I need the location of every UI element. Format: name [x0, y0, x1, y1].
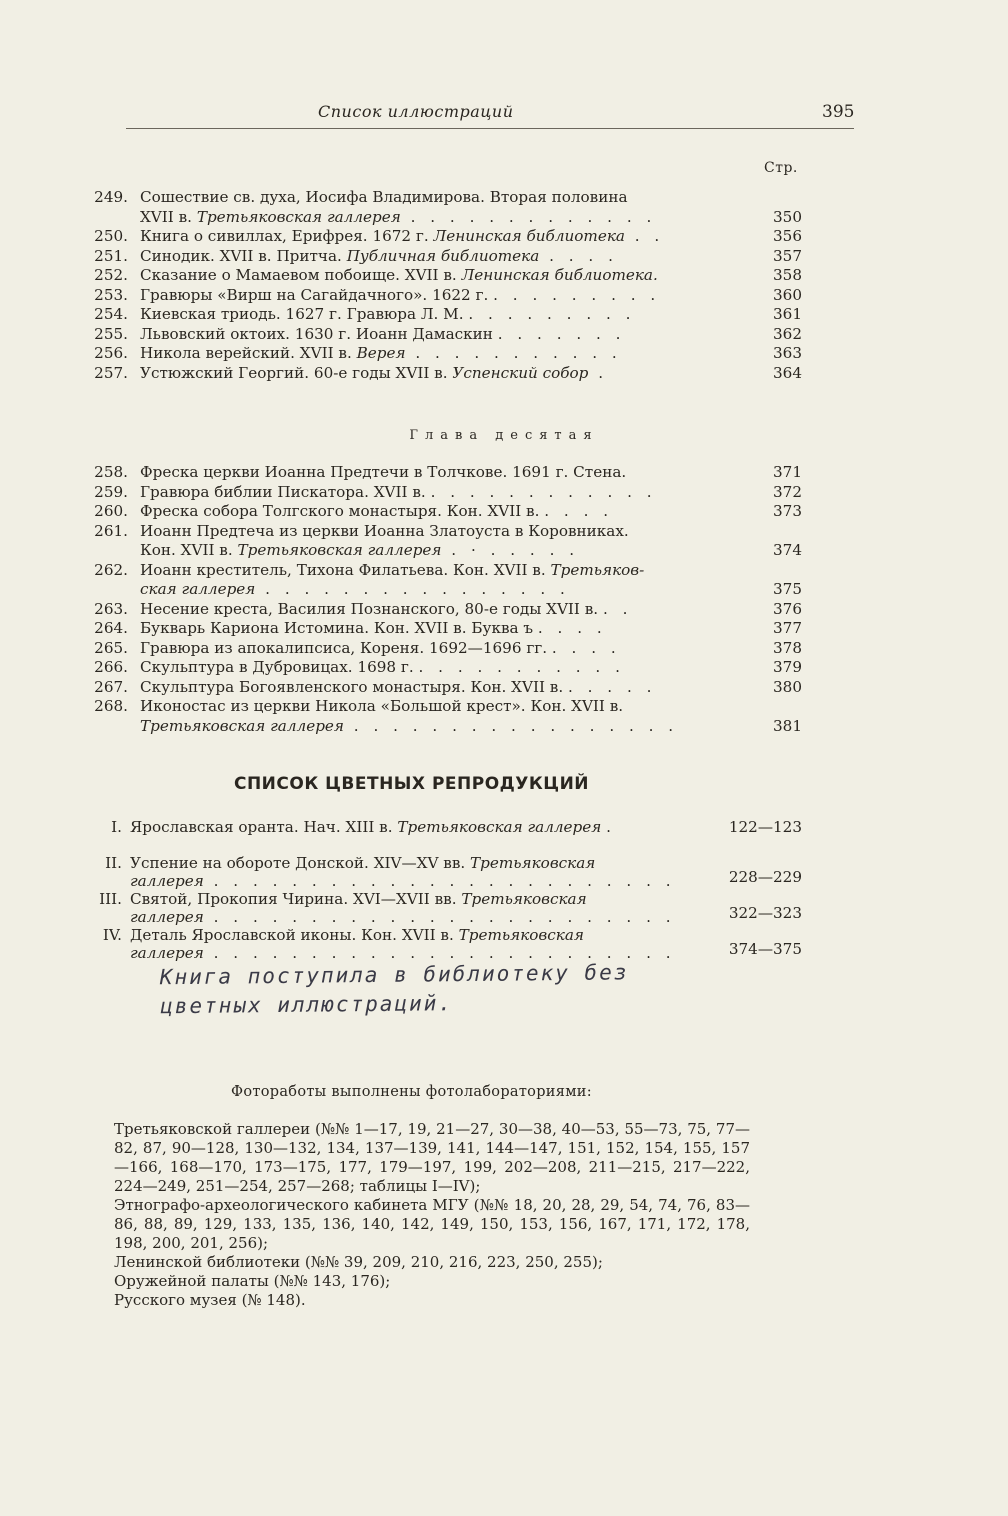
entry-location: Третьяковская галлерея	[196, 207, 401, 226]
illustration-list-a	[92, 188, 802, 383]
entry-page: 379	[773, 658, 802, 676]
entry-text: Несение креста, Василия Познанского, 80-е годы XVII в. . .	[140, 599, 633, 618]
entry-text: Гравюра библии Пискатора. XVII в. . . . . . . . . . . . .	[140, 482, 657, 501]
entry-text: XVII в. Третьяковская галлерея . . . . . . . . . . . . .	[140, 207, 657, 226]
entry-number: 252.	[94, 266, 128, 284]
entry-text: Устюжский Георгий. 60-е годы XVII в. Успенский собор .	[140, 363, 609, 382]
entry-page: 357	[773, 246, 802, 265]
entry-number: 249.	[94, 188, 128, 206]
dot-leader: . . . .	[544, 502, 614, 520]
entry-number: 255.	[94, 324, 128, 343]
entry-row	[92, 678, 802, 698]
photo-credit-paragraph: Оружейной палаты (№№ 143, 176);	[114, 1272, 391, 1290]
color-item-location: Третьяковская галлерея	[397, 818, 602, 836]
entry-row-continued	[92, 541, 802, 561]
dot-leader: . . . . . . . . .	[468, 305, 636, 323]
entry-row	[92, 483, 802, 503]
entry-number: 258.	[94, 463, 128, 481]
entry-text: Кон. XVII в. Третьяковская галлерея . · . . . . .	[140, 541, 580, 559]
dot-leader: .	[588, 363, 609, 382]
color-item-title: Деталь Ярославской иконы. Кон. XVII в. Третьяковская	[130, 926, 584, 944]
color-item	[92, 890, 802, 926]
dot-leader: . · . . . . .	[441, 541, 580, 559]
entry-row	[92, 286, 802, 306]
entry-page: 371	[773, 463, 802, 481]
running-header-title: Список иллюстраций	[318, 102, 514, 121]
entry-row	[92, 305, 802, 325]
color-item-pages: 374—375	[728, 940, 802, 958]
entry-page: 376	[773, 599, 802, 618]
photo-credit-paragraph: Этнографо-археологического кабинета МГУ (№№ 18, 20, 28, 29, 54, 74, 76, 83—86, 88, 89, 129, 133, 135, 136, 140, 142, 149, 150, 153, 156, 167, 171, 172, 178, 198, 200, 201, 256);	[114, 1196, 750, 1252]
color-item-location: галлерея	[130, 944, 204, 962]
entry-page: 372	[773, 482, 802, 501]
entry-number: 266.	[94, 658, 128, 676]
entry-page: 356	[773, 227, 802, 245]
entry-page: 378	[773, 638, 802, 657]
color-item-title: Святой, Прокопия Чирина. XVI—XVII вв. Третьяковская	[130, 890, 587, 908]
entry-row	[92, 344, 802, 364]
entry-text: Синодик. XVII в. Притча. Публичная библиотека . . . .	[140, 246, 618, 265]
entry-page: 375	[773, 580, 802, 598]
color-item-location: Третьяковская	[470, 854, 596, 872]
entry-location: Третьяковская галлерея	[237, 541, 442, 559]
entry-number: 267.	[94, 677, 128, 696]
color-item-title: Ярославская оранта. Нач. XIII в. Третьяковская галлерея .	[130, 818, 611, 836]
entry-location: Ленинская библиотека	[433, 227, 625, 245]
entry-number: 263.	[94, 599, 128, 618]
color-item-continued	[130, 872, 802, 890]
color-item-location: Третьяковская	[458, 926, 584, 944]
entry-location: Третьяковская галлерея	[140, 716, 344, 735]
chapter-heading: Глава десятая	[409, 428, 599, 443]
entry-row	[92, 463, 802, 483]
color-item-pages: 322—323	[728, 904, 802, 922]
color-item-location: Третьяковская	[461, 890, 587, 908]
entry-row	[92, 600, 802, 620]
entry-number: 260.	[94, 502, 128, 520]
entry-page: 350	[773, 207, 802, 226]
photo-credit-paragraph: Русского музея (№ 148).	[114, 1291, 306, 1309]
color-item	[92, 818, 802, 854]
entry-page: 361	[773, 305, 802, 323]
entry-row	[92, 266, 802, 286]
entry-row	[92, 502, 802, 522]
entry-number: 264.	[94, 619, 128, 637]
entry-text: Сошествие св. духа, Иосифа Владимирова. Вторая половина	[140, 188, 628, 206]
entry-row	[92, 658, 802, 678]
entry-page: 374	[773, 541, 802, 559]
entry-row	[92, 247, 802, 267]
color-item-number: III.	[99, 890, 122, 908]
entry-text: Никола верейский. XVII в. Верея . . . . . . . . . . .	[140, 344, 622, 362]
entry-location: Верея	[356, 344, 406, 362]
entry-row	[92, 364, 802, 384]
handwritten-note	[160, 957, 781, 1021]
entry-number: 250.	[94, 227, 128, 245]
entry-text: Фреска собора Толгского монастыря. Кон. XVII в. . . . .	[140, 502, 614, 520]
color-item-location: галлерея	[130, 872, 204, 890]
entry-text: Иоанн Предтеча из церкви Иоанна Златоуста в Коровниках.	[140, 521, 629, 540]
color-item-number: II.	[105, 854, 122, 872]
dot-leader: . . . . . . . . . . .	[418, 658, 625, 676]
entry-page: 380	[773, 677, 802, 696]
entry-text: Книга о сивиллах, Ерифрея. 1672 г. Ленинская библиотека . .	[140, 227, 665, 245]
dot-leader: . . . . . . .	[497, 324, 626, 343]
entry-number: 262.	[94, 560, 128, 579]
entry-number: 259.	[94, 482, 128, 501]
header-rule	[126, 128, 854, 129]
entry-number: 257.	[94, 363, 128, 382]
entry-page: 364	[773, 363, 802, 382]
entry-text: Гравюра из апокалипсиса, Кореня. 1692—1696 гг. . . . .	[140, 638, 621, 657]
entry-location: Публичная библиотека	[346, 246, 540, 265]
entry-row	[92, 561, 802, 581]
entry-page: 362	[773, 324, 802, 343]
entry-location: Успенский собор	[452, 363, 589, 382]
entry-row-continued	[92, 580, 802, 600]
entry-text: Гравюры «Вирш на Сагайдачного». 1622 г. . . . . . . . . .	[140, 285, 661, 304]
photo-credits-title: Фотоработы выполнены фотолабораториями:	[231, 1084, 592, 1100]
entry-page: 363	[773, 344, 802, 362]
entry-number: 261.	[94, 521, 128, 540]
color-item-number: I.	[111, 818, 122, 836]
entry-location: ская галлерея	[140, 580, 256, 598]
page-column-label: Стр.	[764, 160, 798, 176]
entry-text: Фреска церкви Иоанна Предтечи в Толчкове. 1691 г. Стена.	[140, 463, 627, 481]
handwritten-line: Книга поступила в библиотеку без	[159, 960, 629, 990]
color-item-pages: 122—123	[728, 818, 802, 836]
color-item-continued	[130, 908, 802, 926]
dot-leader: . . . . . . . . . . . . .	[400, 207, 657, 226]
dot-leader: . . . .	[537, 619, 607, 637]
color-item	[92, 854, 802, 890]
entry-number: 251.	[94, 246, 128, 265]
dot-leader: . . . . . . . . . . . . . . . .	[255, 580, 570, 598]
color-reproductions-list	[92, 818, 802, 962]
dot-leader: . .	[602, 599, 633, 618]
entry-row	[92, 188, 802, 208]
entry-number: 268.	[94, 697, 128, 715]
entry-number: 265.	[94, 638, 128, 657]
entry-text: Львовский октоих. 1630 г. Иоанн Дамаскин . . . . . . .	[140, 324, 626, 343]
entry-page: 377	[773, 619, 802, 637]
entry-row	[92, 619, 802, 639]
entry-row	[92, 227, 802, 247]
entry-row	[92, 522, 802, 542]
entry-number: 256.	[94, 344, 128, 362]
illustration-list-b	[92, 463, 802, 736]
entry-row	[92, 697, 802, 717]
dot-leader: . . . . . . . . . . . .	[430, 482, 657, 501]
photo-credit-paragraph: Ленинской библиотеки (№№ 39, 209, 210, 216, 223, 250, 255);	[114, 1253, 603, 1271]
entry-text: Сказание о Мамаевом побоище. XVII в. Ленинская библиотека.	[140, 266, 658, 284]
dot-leader: . . . . . . . . . . . . . . . . .	[343, 716, 679, 735]
entry-page: 373	[773, 502, 802, 520]
entry-row	[92, 325, 802, 345]
color-item-location: галлерея	[130, 908, 204, 926]
color-reproductions-title: СПИСОК ЦВЕТНЫХ РЕПРОДУКЦИЙ	[233, 774, 590, 794]
dot-leader: . . . . . . . . . . .	[405, 344, 622, 362]
color-item-pages: 228—229	[728, 868, 802, 886]
entry-text	[140, 580, 722, 600]
dot-leader: . . . .	[551, 638, 621, 657]
entry-text: Иоанн креститель, Тихона Филатьева. Кон. XVII в. Третьяков-	[140, 560, 645, 579]
entry-number: 254.	[94, 305, 128, 323]
dot-leader: . .	[624, 227, 665, 245]
entry-text: Иконостас из церкви Никола «Большой крест». Кон. XVII в.	[140, 697, 624, 715]
entry-row	[92, 639, 802, 659]
color-item-title: Успение на обороте Донской. XIV—XV вв. Третьяковская	[130, 854, 596, 872]
color-item	[92, 926, 802, 962]
photo-credit-paragraph: Третьяковской галлереи (№№ 1—17, 19, 21—27, 30—38, 40—53, 55—73, 75, 77—82, 87, 90—128, 130—132, 134, 137—139, 141, 144—147, 151, 152, 154, 155, 157—166, 168—170, 173—175, 177, 179—197, 199, 202—208, 211—215, 217—222, 224—249, 251—254, 257—268; таблицы I—IV);	[114, 1120, 750, 1195]
dot-leader: . . . . . . . . .	[493, 285, 661, 304]
color-item-number: IV.	[102, 926, 122, 944]
entry-number: 253.	[94, 285, 128, 304]
dot-leader: . . . . .	[567, 677, 657, 696]
handwritten-line: цветных иллюстраций.	[160, 991, 454, 1019]
entry-text: Скульптура Богоявленского монастыря. Кон. XVII в. . . . . .	[140, 677, 657, 696]
dot-leader: . . . . . . . . . . . . . . . . . . . . . . . .	[203, 908, 676, 926]
entry-page: 358	[773, 266, 802, 284]
entry-page: 381	[773, 716, 802, 735]
entry-location: Ленинская библиотека.	[461, 266, 658, 284]
dot-leader: . . . . . . . . . . . . . . . . . . . . . . . .	[203, 944, 676, 962]
entry-text: Скульптура в Дубровицах. 1698 г. . . . . . . . . . . .	[140, 658, 625, 676]
entry-page: 360	[773, 285, 802, 304]
dot-leader: . . . .	[539, 246, 618, 265]
entry-text: Киевская триодь. 1627 г. Гравюра Л. М. . . . . . . . . .	[140, 305, 636, 323]
entry-text	[140, 717, 722, 737]
entry-row-continued	[92, 208, 802, 228]
page-number: 395	[822, 102, 855, 122]
photo-credits	[100, 1120, 750, 1310]
entry-row-continued	[92, 717, 802, 737]
entry-text: Букварь Кариона Истомина. Кон. XVII в. Буква ъ . . . .	[140, 619, 607, 637]
dot-leader: . . . . . . . . . . . . . . . . . . . . . . . .	[203, 872, 676, 890]
